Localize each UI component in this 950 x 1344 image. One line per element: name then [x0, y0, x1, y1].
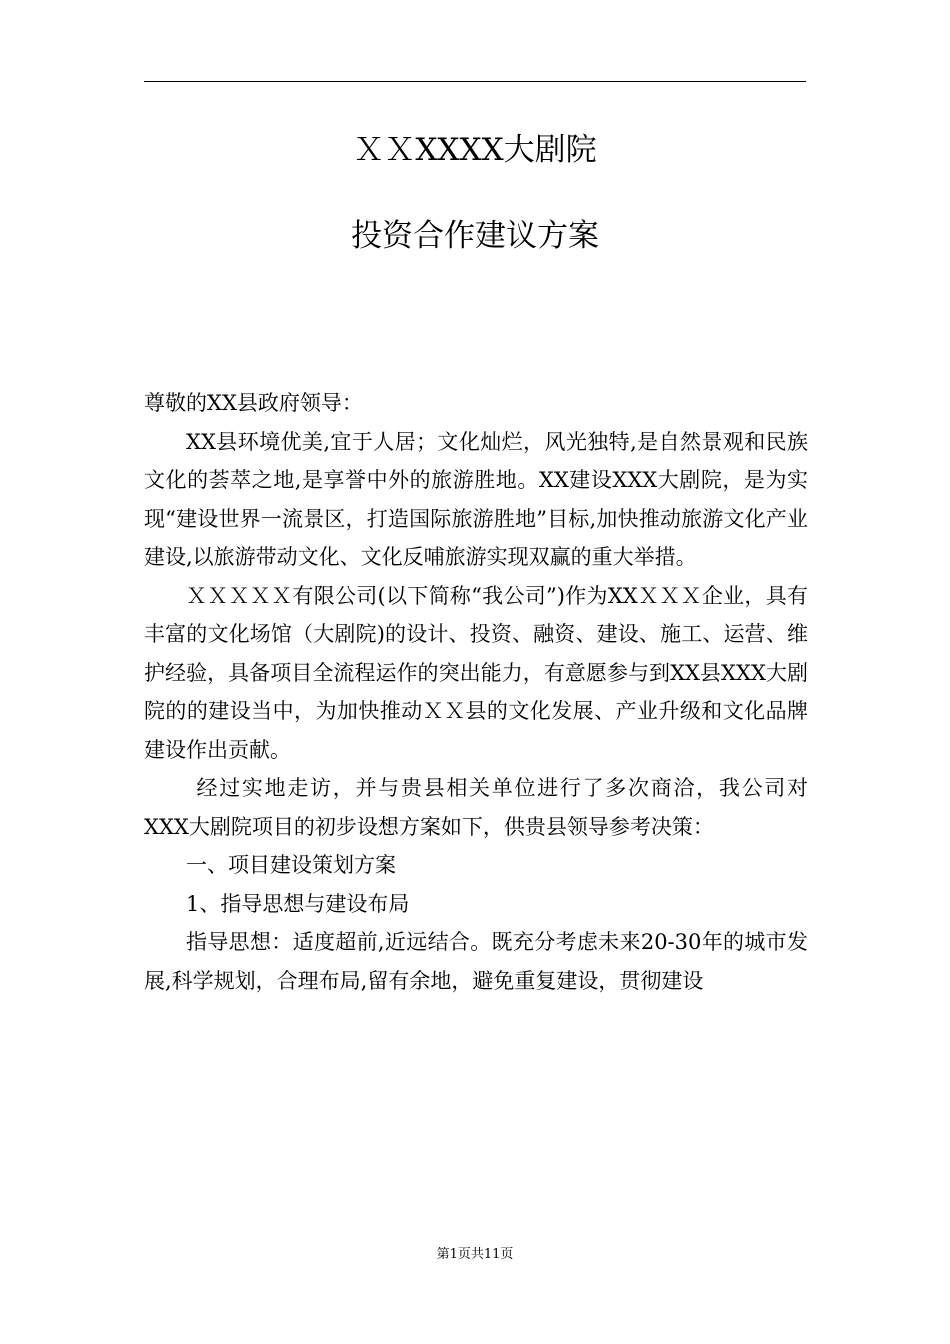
paragraph-intro: XX县环境优美,宜于人居；文化灿烂，风光独特,是自然景观和民族文化的荟萃之地,是享誉中外的旅游胜地。XX建设XXX大剧院，是为实现“建设世界一流景区，打造国际旅游胜地”目标,加快推动旅游文化产业建设,以旅游带动文化、文化反哺旅游实现双赢的重大举措。 — [144, 429, 808, 569]
header-rule — [144, 81, 806, 82]
paragraph-visit: 经过实地走访，并与贵县相关单位进行了多次商洽，我公司对XXX大剧院项目的初步设想方案如下，供贵县领导参考决策： — [144, 776, 808, 839]
salutation: 尊敬的XX县政府领导： — [144, 391, 363, 415]
section-heading: 一、项目建设策划方案 — [186, 853, 396, 877]
paragraph-company: ＸＸＸＸＸ有限公司(以下简称“我公司”)作为XXＸＸＸ企业，具有丰富的文化场馆（大剧院)的设计、投资、融资、建设、施工、运营、维护经验，具备项目全流程运作的突出能力，有意愿参与到XX县XXX大剧院的的建设当中，为加快推动ＸＸ县的文化发展、产业升级和文化品牌建设作出贡献。 — [144, 583, 808, 762]
document-title-line1: ＸＸXXXX大剧院 — [353, 132, 597, 168]
paragraph-guiding-idea: 指导思想：适度超前,近远结合。既充分考虑未来20-30年的城市发展,科学规划，合理布局,留有余地，避免重复建设，贯彻建设 — [144, 930, 808, 993]
document-body — [144, 384, 808, 1000]
document-title-line2: 投资合作建议方案 — [351, 218, 599, 254]
subsection-heading: 1、指导思想与建设布局 — [186, 891, 410, 916]
page-footer: 第1页共11页 — [436, 1247, 514, 1262]
